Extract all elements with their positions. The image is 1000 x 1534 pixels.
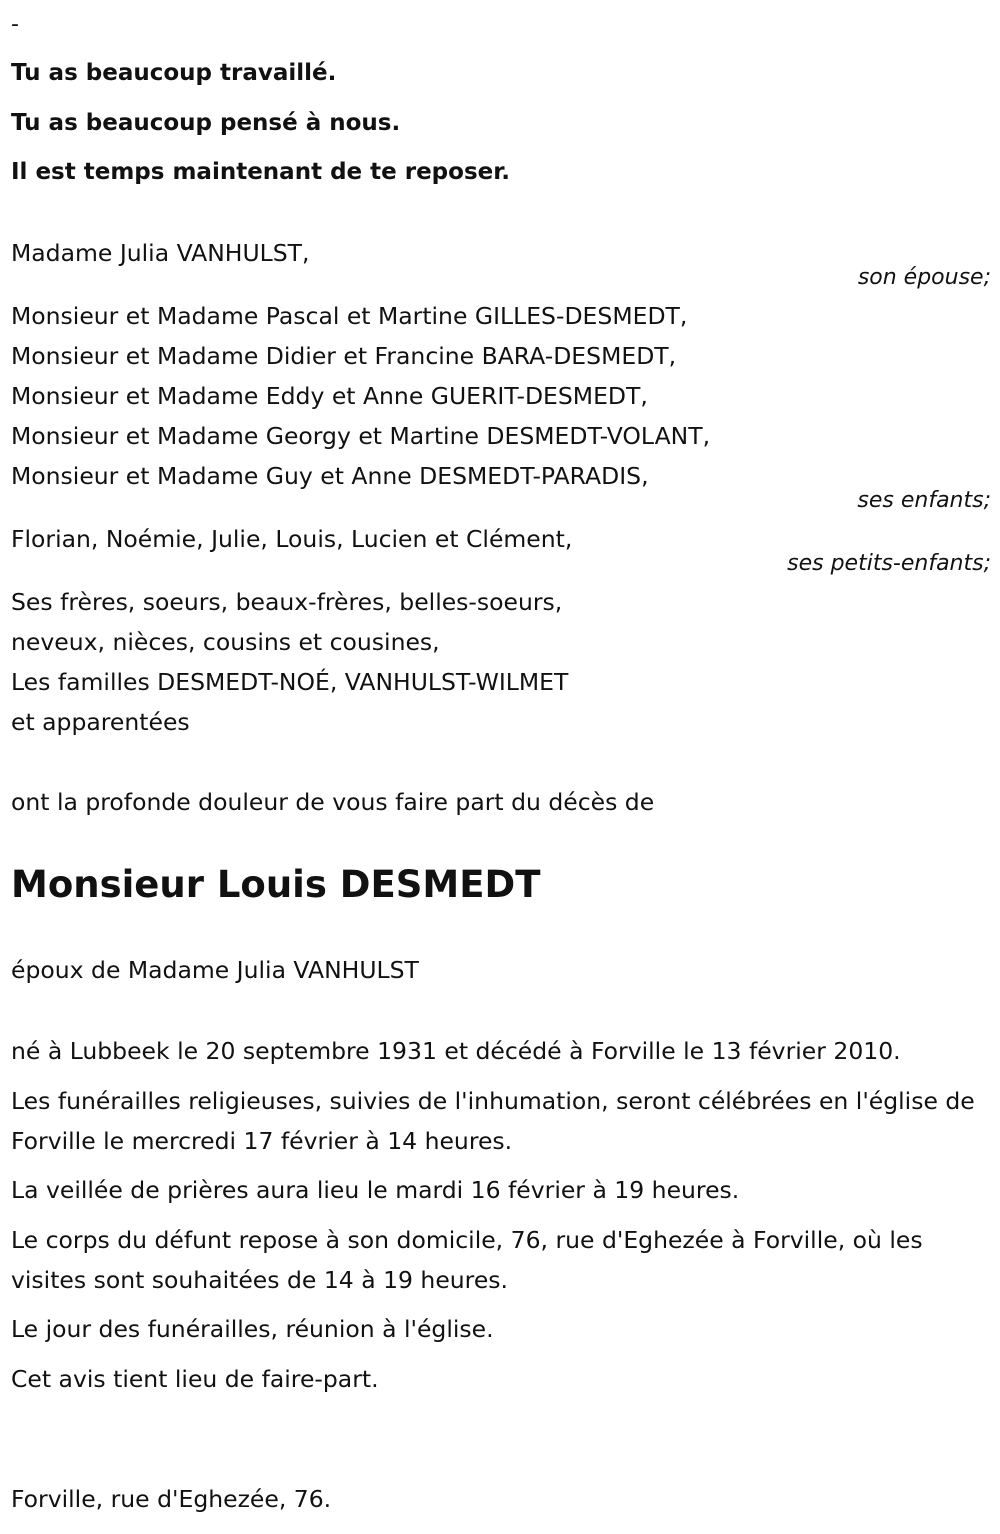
address-block: [11, 1479, 991, 1519]
children-block: [11, 296, 991, 496]
family-line: Ses frères, soeurs, beaux-frères, belles-soeurs,: [11, 588, 563, 616]
child-line: Monsieur et Madame Guy et Anne DESMEDT-PARADIS,: [11, 462, 649, 490]
vigil-paragraph: La veillée de prières aura lieu le mardi 16 février à 19 heures.: [11, 1176, 740, 1204]
child-line: Monsieur et Madame Didier et Francine BARA-DESMEDT,: [11, 342, 677, 370]
funeral-paragraph: Les funérailles religieuses, suivies de l'inhumation, seront célébrées en l'église de Forville le mercredi 17 février à 14 heures.: [11, 1086, 975, 1155]
visitation-paragraph: Le corps du défunt repose à son domicile, 76, rue d'Eghezée à Forville, où les visites sont souhaitées de 14 à 19 heures.: [11, 1225, 923, 1294]
family-line: et apparentées: [11, 708, 190, 736]
spouse-name: Madame Julia VANHULST,: [11, 239, 310, 267]
family-line: Les familles DESMEDT-NOÉ, VANHULST-WILMET: [11, 668, 569, 696]
spouse-of-text: époux de Madame Julia VANHULST: [11, 956, 419, 984]
poem-line: Tu as beaucoup travaillé.: [11, 60, 337, 86]
address-text: Forville, rue d'Eghezée, 76.: [11, 1485, 332, 1513]
spouse-block: [11, 233, 991, 273]
birth-death-paragraph: né à Lubbeek le 20 septembre 1931 et décédé à Forville le 13 février 2010.: [11, 1037, 901, 1065]
notice-paragraph: Cet avis tient lieu de faire-part.: [11, 1364, 379, 1393]
child-line: Monsieur et Madame Georgy et Martine DESMEDT-VOLANT,: [11, 422, 711, 450]
poem-line: Il est temps maintenant de te reposer.: [11, 159, 511, 185]
meeting-paragraph: Le jour des funérailles, réunion à l'église.: [11, 1315, 494, 1343]
announcement: [11, 782, 991, 822]
grandchildren-role: ses petits-enfants;: [787, 551, 991, 576]
grandchildren-names: Florian, Noémie, Julie, Louis, Lucien et Clément,: [11, 525, 573, 553]
family-line: neveux, nièces, cousins et cousines,: [11, 628, 440, 656]
extended-family-block: [11, 582, 991, 742]
poem: [11, 58, 510, 207]
poem-line: Tu as beaucoup pensé à nous.: [11, 109, 401, 136]
children-role: ses enfants;: [857, 488, 991, 513]
child-line: Monsieur et Madame Eddy et Anne GUERIT-DESMEDT,: [11, 382, 648, 410]
funeral-details: [11, 1031, 991, 1408]
dash-mark: -: [11, 12, 19, 37]
spouse-of-block: [11, 950, 991, 990]
spouse-role: son épouse;: [857, 265, 991, 290]
announcement-text: ont la profonde douleur de vous faire part du décès de: [11, 788, 655, 816]
child-line: Monsieur et Madame Pascal et Martine GILLES-DESMEDT,: [11, 302, 688, 330]
deceased-name: Monsieur Louis DESMEDT: [11, 863, 541, 906]
